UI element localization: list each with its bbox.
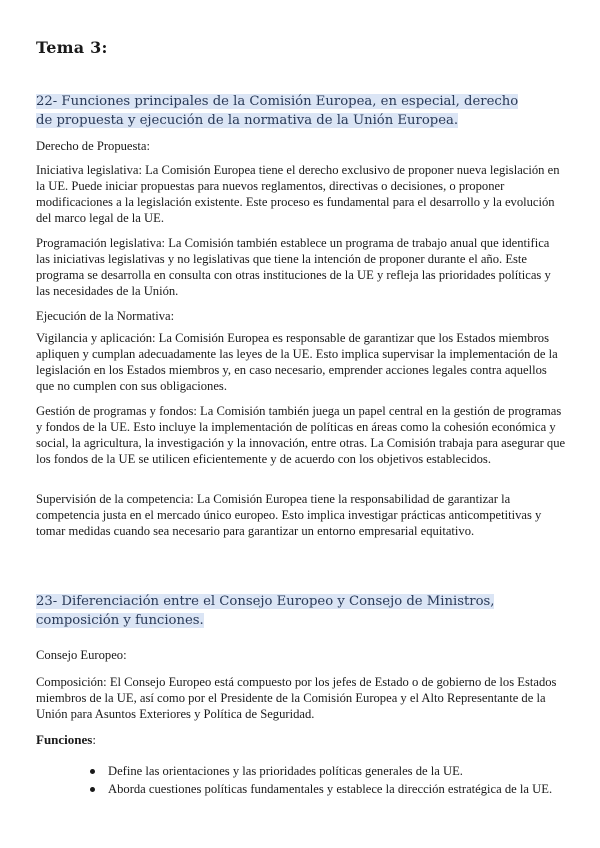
list-item <box>88 763 558 779</box>
section-22-paragraph-competencia: Supervisión de la competencia: La Comisión Europea tiene la responsabilidad de garantizar la competencia justa en el mercado único europeo. Esto implica investigar prácticas anticompetitivas y tomar medidas cuando sea necesario para garantizar un entorno empresarial equitativo. <box>36 492 542 538</box>
funciones-label-colon: : <box>92 732 96 747</box>
funciones-list <box>88 763 558 799</box>
section-22-heading-text: 22- Funciones principales de la Comisión Europea, en especial, derecho de propuesta y ejecución de la normativa de la Unión Europea. <box>36 94 519 128</box>
section-22-paragraph-vigilancia: Vigilancia y aplicación: La Comisión Europea es responsable de garantizar que los Estados miembros apliquen y cumplan adecuadamente las leyes de la UE. Esto implica supervisar la implementación de la legislación en los Estados miembros y, en caso necesario, emprender acciones legales contra aquellos que no cumplen con sus obligaciones. <box>36 331 558 393</box>
bullet-icon <box>90 769 95 774</box>
section-23-heading <box>36 592 536 630</box>
list-item <box>88 781 558 797</box>
section-22-heading <box>36 92 536 130</box>
list-item-text: Aborda cuestiones políticas fundamentales y establece la dirección estratégica de la UE. <box>108 782 553 796</box>
bullet-icon <box>90 787 95 792</box>
section-22-paragraph-programacion: Programación legislativa: La Comisión también establece un programa de trabajo anual que identifica las iniciativas legislativas y no legislativas que tiene la intención de proponer durante el año. Este programa se desarrolla en consulta con otras instituciones de la UE y refleja las prioridades políticas y las necesidades de la Unión. <box>36 236 551 298</box>
section-23-subheading-consejo: Consejo Europeo: <box>36 648 127 662</box>
section-23-heading-text: 23- Diferenciación entre el Consejo Europeo y Consejo de Ministros, composición y funciones. <box>36 594 495 628</box>
section-22-subheading-ejecucion: Ejecución de la Normativa: <box>36 309 175 323</box>
funciones-label-text: Funciones <box>36 732 93 747</box>
funciones-label <box>36 732 96 748</box>
section-22-subheading-propuesta: Derecho de Propuesta: <box>36 139 151 153</box>
list-item-text: Define las orientaciones y las prioridades políticas generales de la UE. <box>108 764 463 778</box>
section-23-paragraph-composicion: Composición: El Consejo Europeo está compuesto por los jefes de Estado o de gobierno de los Estados miembros de la UE, así como por el Presidente de la Comisión Europea y el Alto Representante de la Unión para Asuntos Exteriores y Política de Seguridad. <box>36 675 557 721</box>
page-title: Tema 3: <box>36 38 108 57</box>
section-22-paragraph-iniciativa: Iniciativa legislativa: La Comisión Europea tiene el derecho exclusivo de proponer nueva legislación en la UE. Puede iniciar propuestas para nuevos reglamentos, directivas o decisiones, o proponer modificaciones a la legislación existente. Este proceso es fundamental para el desarrollo y la evolución del marco legal de la UE. <box>36 163 560 225</box>
section-22-paragraph-gestion: Gestión de programas y fondos: La Comisión también juega un papel central en la gestión de programas y fondos de la UE. Esto incluye la implementación de políticas en áreas como la cohesión económica y social, la agricultura, la investigación y la innovación, entre otras. La Comisión trabaja para asegurar que los fondos de la UE se utilicen eficientemente y de acuerdo con los objetivos establecidos. <box>36 404 566 466</box>
